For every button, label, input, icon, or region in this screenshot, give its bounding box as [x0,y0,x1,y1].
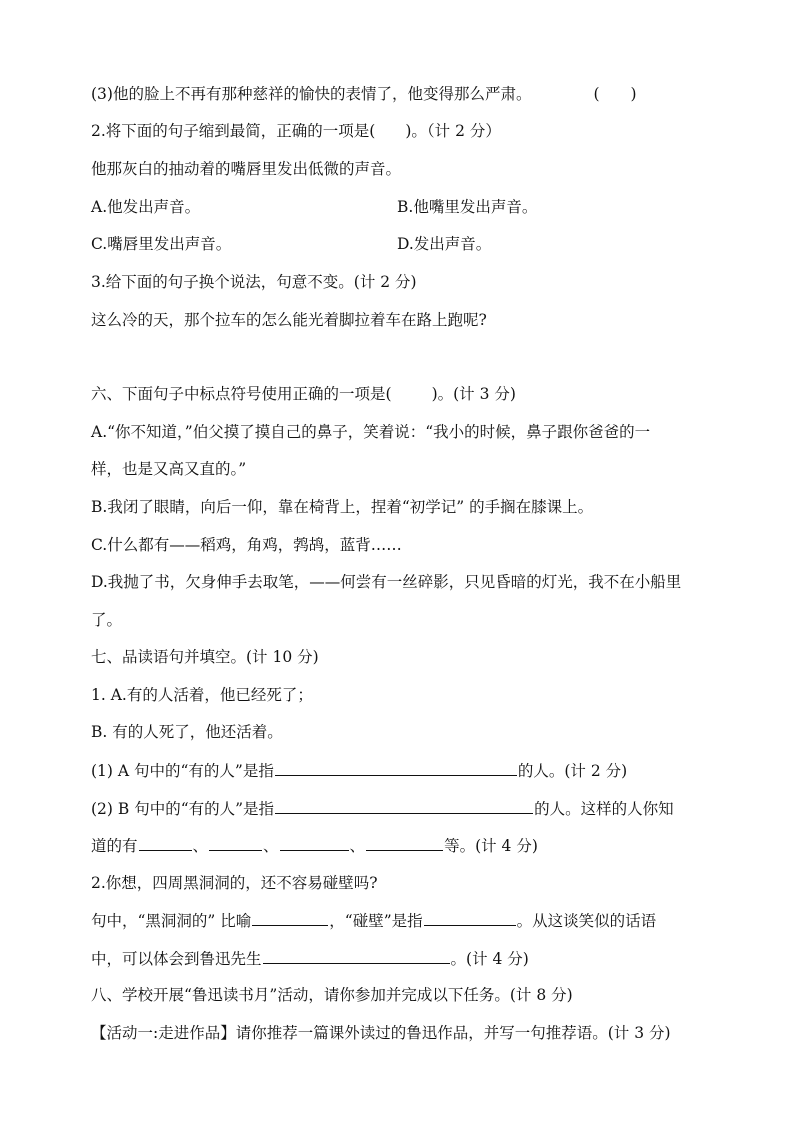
s7-sub2-line2-prefix: 道的有 [91,837,138,855]
option-a: A.他发出声音。 [91,198,201,216]
answer-blank[interactable] [139,835,192,851]
s6-title-prefix: 六、下面句子中标点符号使用正确的一项是( [91,385,392,403]
s6-option-d-line1: D.我抛了书，欠身伸手去取笔，——何尝有一丝碎影，只见昏暗的灯光，我不在小船里 [91,573,682,591]
q5-2-sentence: 他那灰白的抽动着的嘴唇里发出低微的声音。 [91,160,402,178]
q5-2-prefix: 2.将下面的句子缩到最简，正确的一项是( [91,122,376,140]
option-c: C.嘴唇里发出声音。 [91,235,232,253]
q5-item3 [91,84,637,104]
s7-q2-title: 2.你想，四周黑洞洞的，还不容易碰壁吗? [91,874,378,892]
q5-item3-text: (3)他的脸上不再有那种慈祥的愉快的表情了，他变得那么严肃。 [91,85,532,103]
answer-blank[interactable] [275,760,517,776]
s7-q2-line2-a: 中，可以体会到鲁迅先生 [91,950,262,968]
answer-blank[interactable] [424,910,516,926]
s7-q1-b: B. 有的人死了，他还活着。 [91,723,283,741]
s7-sub2-line2-suffix: 等。(计 4 分) [444,837,538,855]
s7-sub2 [91,798,674,819]
separator: 、 [349,837,366,855]
q5-2-question [91,121,501,141]
s6-title [91,384,516,404]
answer-blank[interactable] [280,835,349,851]
s8-title: 八、学校开展“鲁迅读书月”活动，请你参加并完成以下任务。(计 8 分) [91,986,573,1004]
answer-blank[interactable] [263,948,450,964]
s7-q1-a: 1. A.有的人活着，他已经死了； [91,686,313,704]
q5-3-title: 3.给下面的句子换个说法，句意不变。(计 2 分) [91,273,417,291]
separator: 、 [263,837,279,855]
answer-blank[interactable] [252,910,328,926]
q5-2-suffix: )。（计 2 分） [405,122,501,140]
separator: 、 [192,837,209,855]
s6-option-b: B.我闭了眼睛，向后一仰，靠在椅背上，捏着“初学记” 的手搁在膝课上。 [91,498,594,516]
answer-paren: ( ) [593,85,637,103]
s7-sub2-suffix: 的人。这样的人你知 [534,800,674,818]
q5-2-options-row1 [91,197,538,217]
s8-activity1: 【活动一:走进作品】请你推荐一篇课外读过的鲁迅作品，并写一句推荐语。(计 3 分) [91,1024,671,1042]
s7-sub1-prefix: (1) A 句中的“有的人”是指 [91,762,274,780]
s6-option-d-line2: 了。 [91,611,123,629]
option-b: B.他嘴里发出声音。 [397,198,538,216]
s7-sub2-prefix: (2) B 句中的“有的人”是指 [91,800,275,818]
s7-sub1-suffix: 的人。(计 2 分) [517,762,628,780]
s7-q2-line1-c: 。从这谈笑似的话语 [516,912,657,930]
answer-blank[interactable] [209,835,262,851]
s6-option-c: C.什么都有——稻鸡，角鸡，鹁鸪，蓝背…… [91,536,402,554]
s7-sub1 [91,760,627,781]
s7-q2-line2 [91,948,529,969]
s7-q2-line1 [91,910,656,931]
option-d: D.发出声音。 [397,235,492,253]
s7-q2-line1-b: ，“碰壁”是指 [329,912,423,930]
q5-3-sentence: 这么冷的天，那个拉车的怎么能光着脚拉着车在路上跑呢? [91,311,487,329]
s7-q2-line1-a: 句中，“黑洞洞的” 比喻 [91,912,252,930]
answer-blank[interactable] [366,835,443,851]
s7-sub2-line2 [91,835,538,856]
s6-option-a-line2: 样，也是又高又直的。” [91,460,247,478]
s6-title-suffix: )。(计 3 分) [431,385,516,403]
s7-q2-line2-b: 。(计 4 分) [450,950,529,968]
s7-title: 七、品读语句并填空。(计 10 分) [91,648,319,666]
s6-option-a-line1: A.“你不知道，”伯父摸了摸自己的鼻子，笑着说：“我小的时候，鼻子跟你爸爸的一 [91,423,651,441]
q5-2-options-row2 [91,234,492,254]
answer-blank[interactable] [275,798,533,814]
